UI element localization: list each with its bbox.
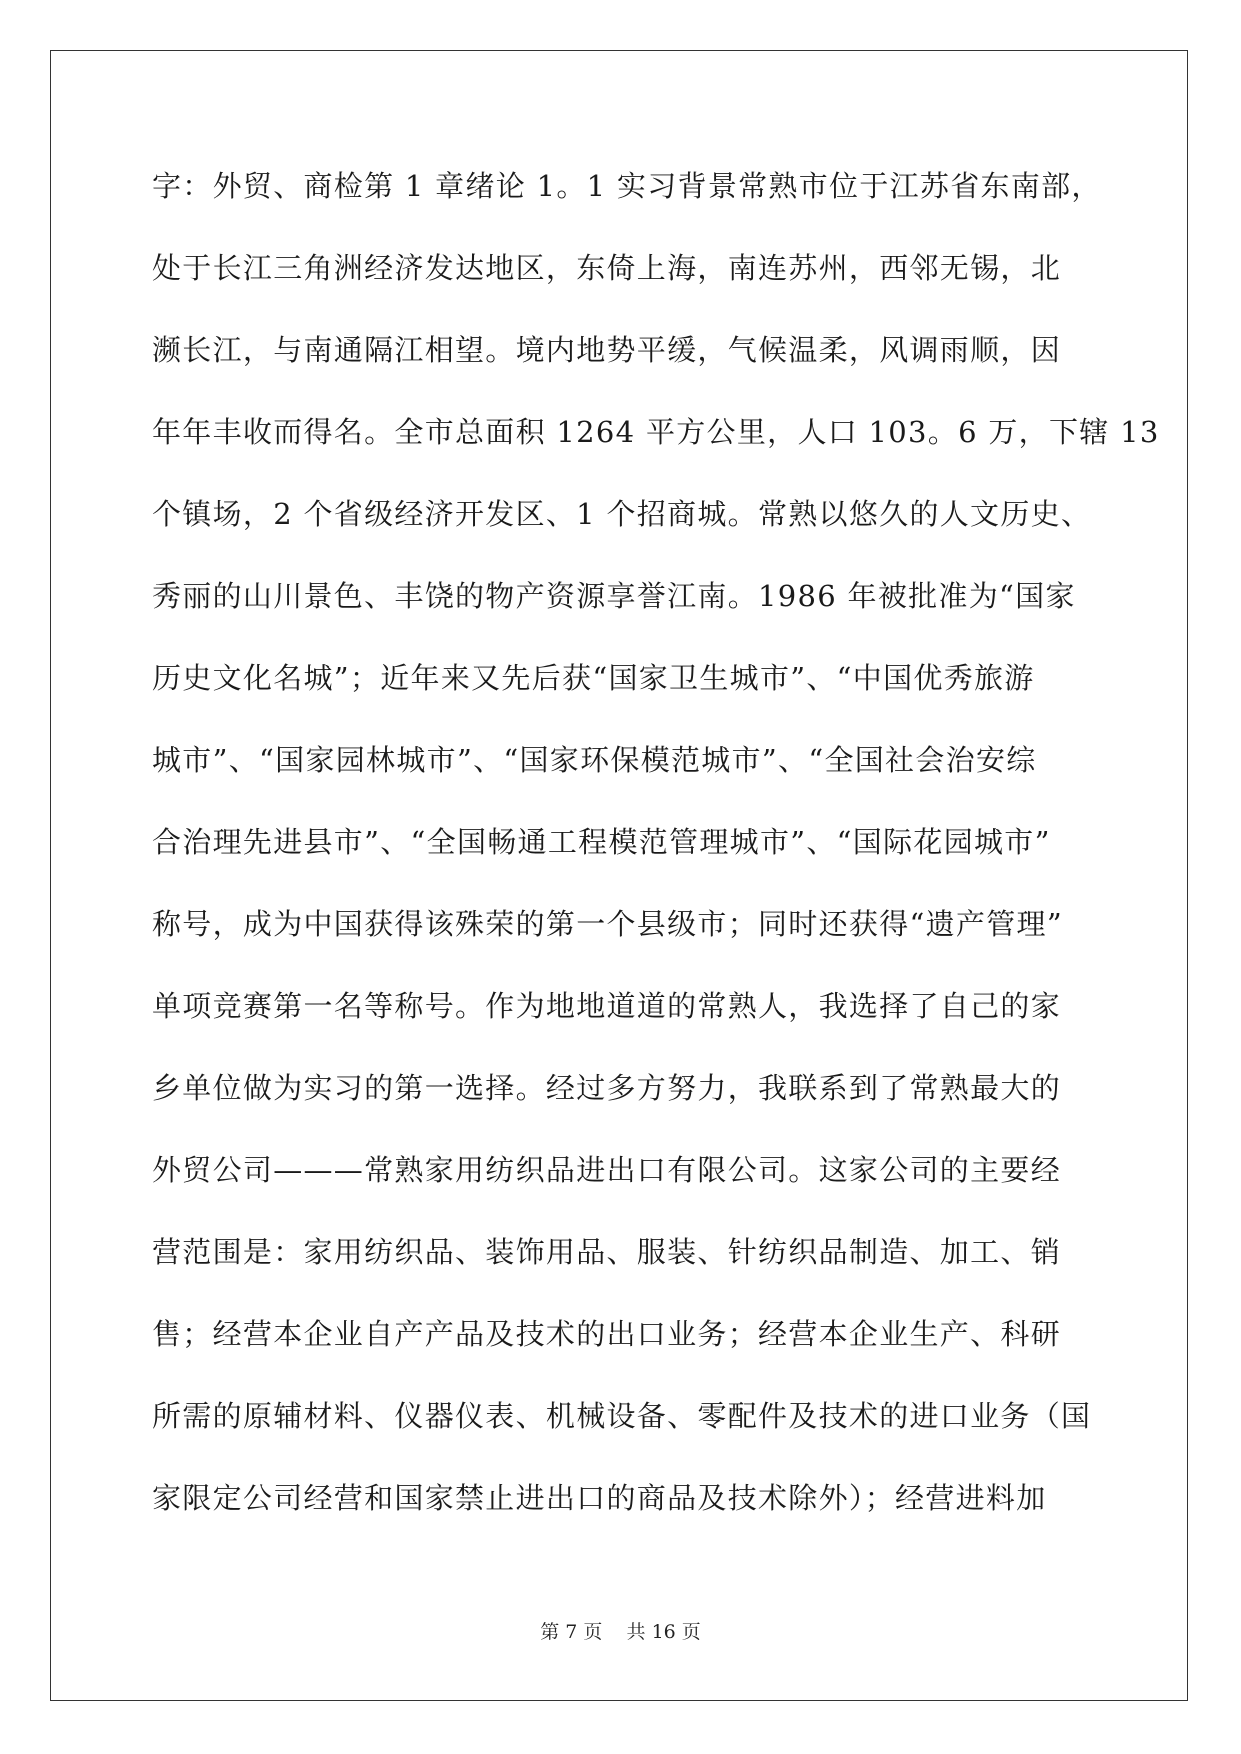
- page-number-footer: [0, 1620, 1241, 1644]
- text-line: 年年丰收而得名。全市总面积 1264 平方公里，人口 103。6 万，下辖 13: [152, 415, 1160, 449]
- text-line: 城市”、“国家园林城市”、“国家环保模范城市”、“全国社会治安综: [152, 743, 1037, 777]
- text-line: 秀丽的山川景色、丰饶的物产资源享誉江南。1986 年被批准为“国家: [152, 579, 1076, 613]
- text-line: 合治理先进县市”、“全国畅通工程模范管理城市”、“国际花园城市”: [152, 825, 1051, 859]
- text-line: 历史文化名城”；近年来又先后获“国家卫生城市”、“中国优秀旅游: [152, 661, 1035, 695]
- text-line: 家限定公司经营和国家禁止进出口的商品及技术除外）；经营进料加: [152, 1481, 1047, 1515]
- text-line: 售；经营本企业自产产品及技术的出口业务；经营本企业生产、科研: [152, 1317, 1062, 1351]
- text-line: 濒长江，与南通隔江相望。境内地势平缓，气候温柔，风调雨顺，因: [152, 333, 1062, 367]
- text-line: 单项竞赛第一名等称号。作为地地道道的常熟人，我选择了自己的家: [152, 989, 1062, 1023]
- text-line: 称号，成为中国获得该殊荣的第一个县级市；同时还获得“遗产管理”: [152, 907, 1063, 941]
- text-line: 所需的原辅材料、仪器仪表、机械设备、零配件及技术的进口业务（国: [152, 1399, 1092, 1433]
- text-line: 外贸公司———常熟家用纺织品进出口有限公司。这家公司的主要经: [152, 1153, 1062, 1187]
- page-number-label: 第 7 页 共 16 页: [540, 1621, 701, 1643]
- text-line: 乡单位做为实习的第一选择。经过多方努力，我联系到了常熟最大的: [152, 1071, 1062, 1105]
- text-line: 营范围是：家用纺织品、装饰用品、服装、针纺织品制造、加工、销: [152, 1235, 1062, 1269]
- document-body: [152, 162, 1160, 1556]
- text-line: 个镇场，2 个省级经济开发区、1 个招商城。常熟以悠久的人文历史、: [152, 497, 1092, 531]
- text-line: 处于长江三角洲经济发达地区，东倚上海，南连苏州，西邻无锡，北: [152, 251, 1062, 285]
- text-line: 字：外贸、商检第 1 章绪论 1。1 实习背景常熟市位于江苏省东南部，: [152, 169, 1102, 203]
